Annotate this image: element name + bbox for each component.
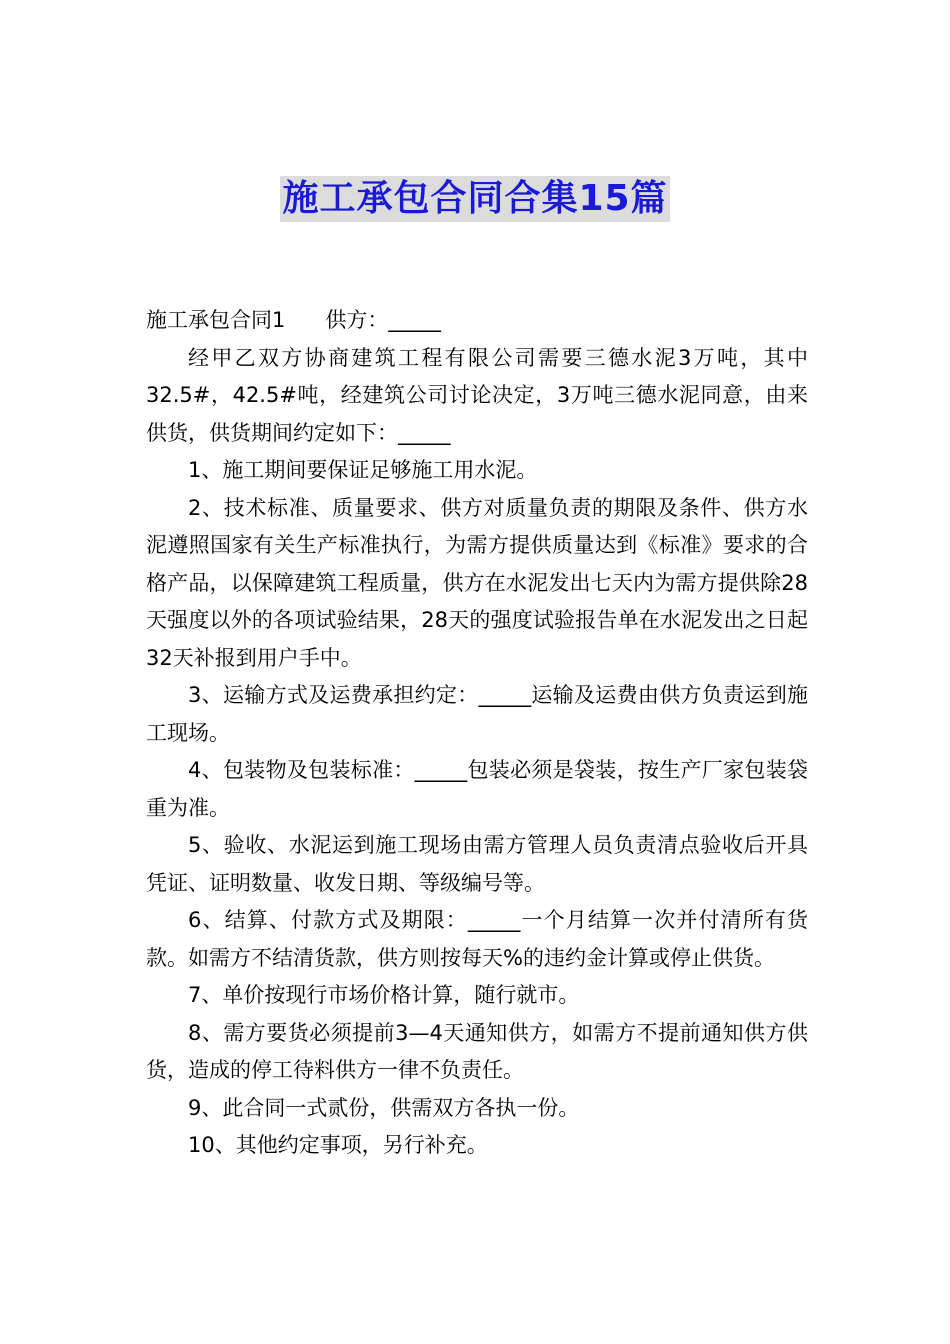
clause-3: 3、运输方式及运费承担约定：_____运输及运费由供方负责运到施工现场。 xyxy=(146,683,808,745)
clause-2: 2、技术标准、质量要求、供方对质量负责的期限及条件、供方水泥遵照国家有关生产标准执行，为需方提供质量达到《标准》要求的合格产品，以保障建筑工程质量，供方在水泥发出七天内为需方提供除28天强度以外的各项试验结果，28天的强度试验报告单在水泥发出之日起32天补报到用户手中。 xyxy=(146,495,808,670)
clause-4: 4、包装物及包装标准：_____包装必须是袋装，按生产厂家包装袋重为准。 xyxy=(146,758,808,820)
clause-6: 6、结算、付款方式及期限：_____一个月结算一次并付清所有货款。如需方不结清货款，供方则按每天%的违约金计算或停止供货。 xyxy=(146,908,808,970)
clause-9: 9、此合同一式贰份，供需双方各执一份。 xyxy=(188,1095,580,1120)
title-container xyxy=(0,176,950,222)
document-body xyxy=(146,302,808,1165)
clause-10: 10、其他约定事项，另行补充。 xyxy=(188,1133,488,1157)
contract-label: 施工承包合同1 xyxy=(146,308,286,332)
clause-5: 5、验收、水泥运到施工现场由需方管理人员负责清点验收后开具凭证、证明数量、收发日期、等级编号等。 xyxy=(146,833,808,895)
document-title: 施工承包合同合集15篇 xyxy=(280,176,669,222)
clause-7: 7、单价按现行市场价格计算，随行就市。 xyxy=(188,983,580,1007)
contract-heading-line xyxy=(146,302,808,340)
paragraph-intro: 经甲乙双方协商建筑工程有限公司需要三德水泥3万吨，其中32.5#，42.5#吨，经建筑公司讨论决定，3万吨三德水泥同意，由来供货，供货期间约定如下：_____ xyxy=(146,345,808,445)
clause-8: 8、需方要货必须提前3—4天通知供方，如需方不提前通知供方供货，造成的停工待料供方一律不负责任。 xyxy=(146,1020,808,1082)
clause-1: 1、施工期间要保证足够施工用水泥。 xyxy=(188,458,538,482)
supplier-label: 供方：_____ xyxy=(325,308,441,332)
